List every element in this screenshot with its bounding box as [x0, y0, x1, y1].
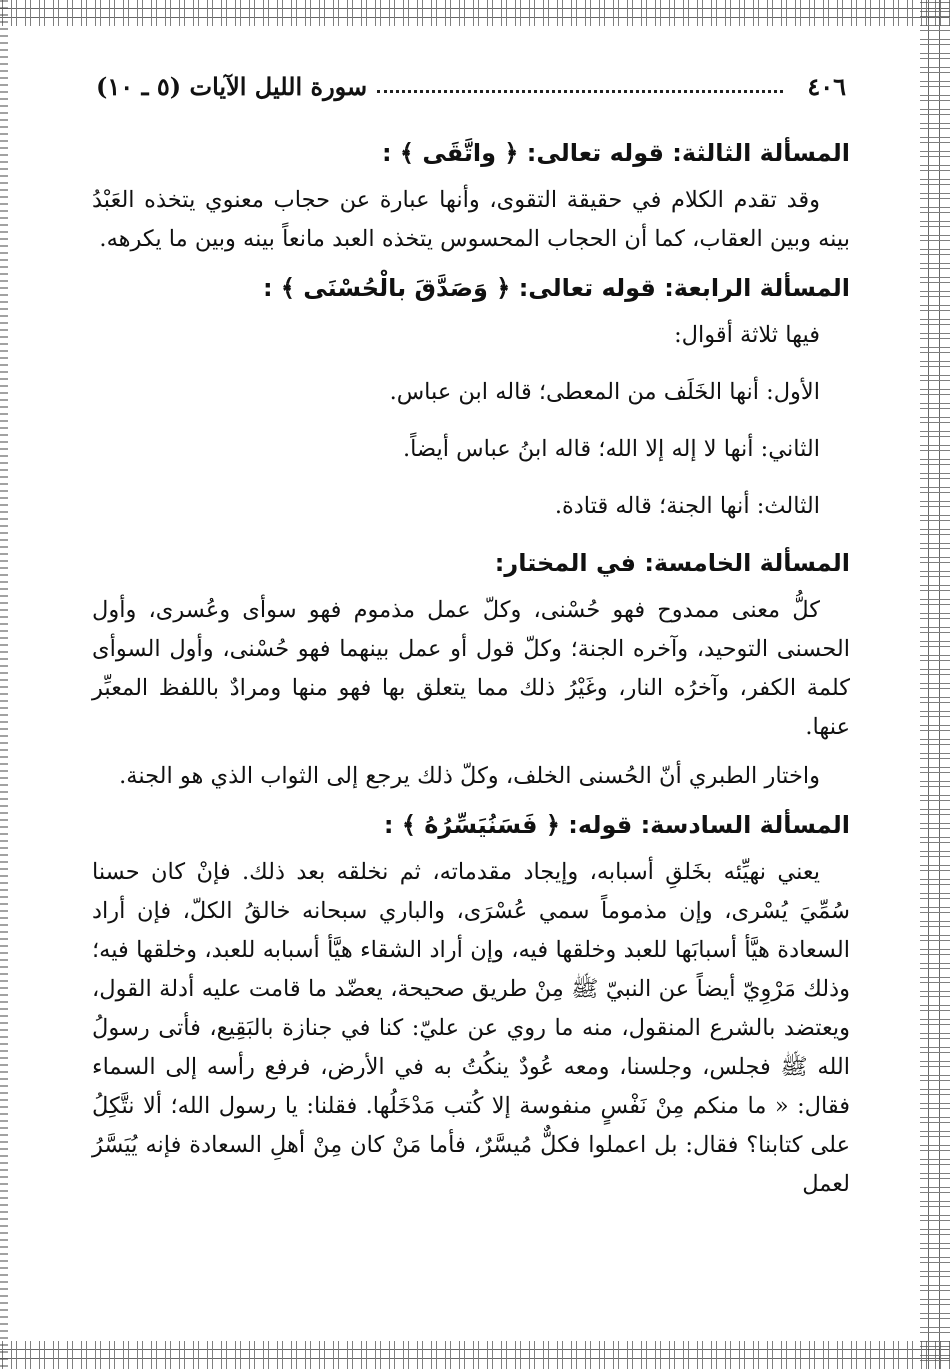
section-4-heading: المسألة الرابعة: قوله تعالى: ﴿ وَصَدَّقَ بالْحُسْنَى ﴾ :: [262, 274, 850, 302]
section-5-heading: المسألة الخامسة: في المختار:: [494, 549, 850, 577]
decorative-border-bottom: [0, 1341, 950, 1369]
section-3-paragraph: وقد تقدم الكلام في حقيقة التقوى، وأنها عبارة عن حجاب معنوي يتخذه العَبْدُ بينه وبين العقاب، كما أن الحجاب المحسوس يتخذه العبد مانعاً بينه وبين ما يكرهه.: [92, 187, 850, 252]
page-body: [92, 128, 850, 1214]
section-6-heading: المسألة السادسة: قوله: ﴿ فَسَنُيَسِّرُهُ ﴾ :: [383, 811, 850, 839]
running-header: [96, 64, 846, 108]
decorative-border-left: [0, 0, 8, 1369]
section-5-paragraph-2: واختار الطبري أنّ الحُسنى الخلف، وكلّ ذلك يرجع إلى الثواب الذي هو الجنة.: [119, 763, 820, 789]
decorative-border-right: [920, 0, 950, 1369]
decorative-border-top: [0, 0, 950, 26]
section-3-heading: المسألة الثالثة: قوله تعالى: ﴿ واتَّقَى ﴾ :: [381, 139, 850, 167]
section-5-paragraph-1: كلُّ معنى ممدوح فهو حُسْنى، وكلّ عمل مذموم فهو سوأى وعُسرى، وأول الحسنى التوحيد، وآخره الجنة؛ وكلّ قول أو عمل بينهما فهو حُسْنى، وأول السوأى كلمة الكفر، وآخرُه النار، وغَيْرُ ذلك مما يتعلق بها فهو منها ومرادٌ باللفظ المعبِّر عنها.: [92, 597, 850, 740]
section-4-item-2: الثاني: أنها لا إله إلا الله؛ قاله ابنُ عباس أيضاً.: [402, 436, 820, 462]
section-4-intro: فيها ثلاثة أقوال:: [674, 322, 820, 348]
chapter-title: سورة الليل الآيات (٥ ـ ١٠): [96, 71, 368, 101]
section-4-item-1: الأول: أنها الخَلَف من المعطى؛ قاله ابن عباس.: [389, 379, 820, 405]
section-4-item-3: الثالث: أنها الجنة؛ قاله قتادة.: [554, 493, 820, 519]
page-number: ٤٠٦: [807, 71, 846, 101]
section-6-paragraph: يعني نهيِّئه بخَلقِ أسبابه، وإيجاد مقدماته، ثم نخلقه بعد ذلك. فإنْ كان حسنا سُمِّيَ يُسْرى، وإن مذموماً سمي عُسْرَى، والباري سبحانه خالقُ الكلّ، فإن أراد السعادة هيَّأ أسبابَها للعبد وخلقها فيه، وإن أراد الشقاء هيَّأ أسبابه للعبد، وخلقها فيه؛ وذلك مَرْوِيّ أيضاً عن النبيّ ﷺ مِنْ طريق صحيحة، يعضّد ما قامت عليه أدلة القول، ويعتضد بالشرع المنقول، منه ما روي عن عليّ: كنا في جنازة بالبَقِيع، فأتى رسولُ الله ﷺ فجلس، وجلسنا، ومعه عُودٌ ينكُتُ به في الأرض، فرفع رأسه إلى السماء فقال: « ما منكم مِنْ نَفْسٍ منفوسة إلا كُتب مَدْخَلُها. فقلنا: يا رسول الله؛ ألا نتَّكِلُ على كتابنا؟ فقال: بل اعملوا فكلٌّ مُيسَّرٌ، فأما مَنْ كان مِنْ أهلِ السعادة فإنه يُيَسَّرُ لعمل: [92, 859, 850, 1197]
header-leader-dots: [377, 90, 783, 93]
